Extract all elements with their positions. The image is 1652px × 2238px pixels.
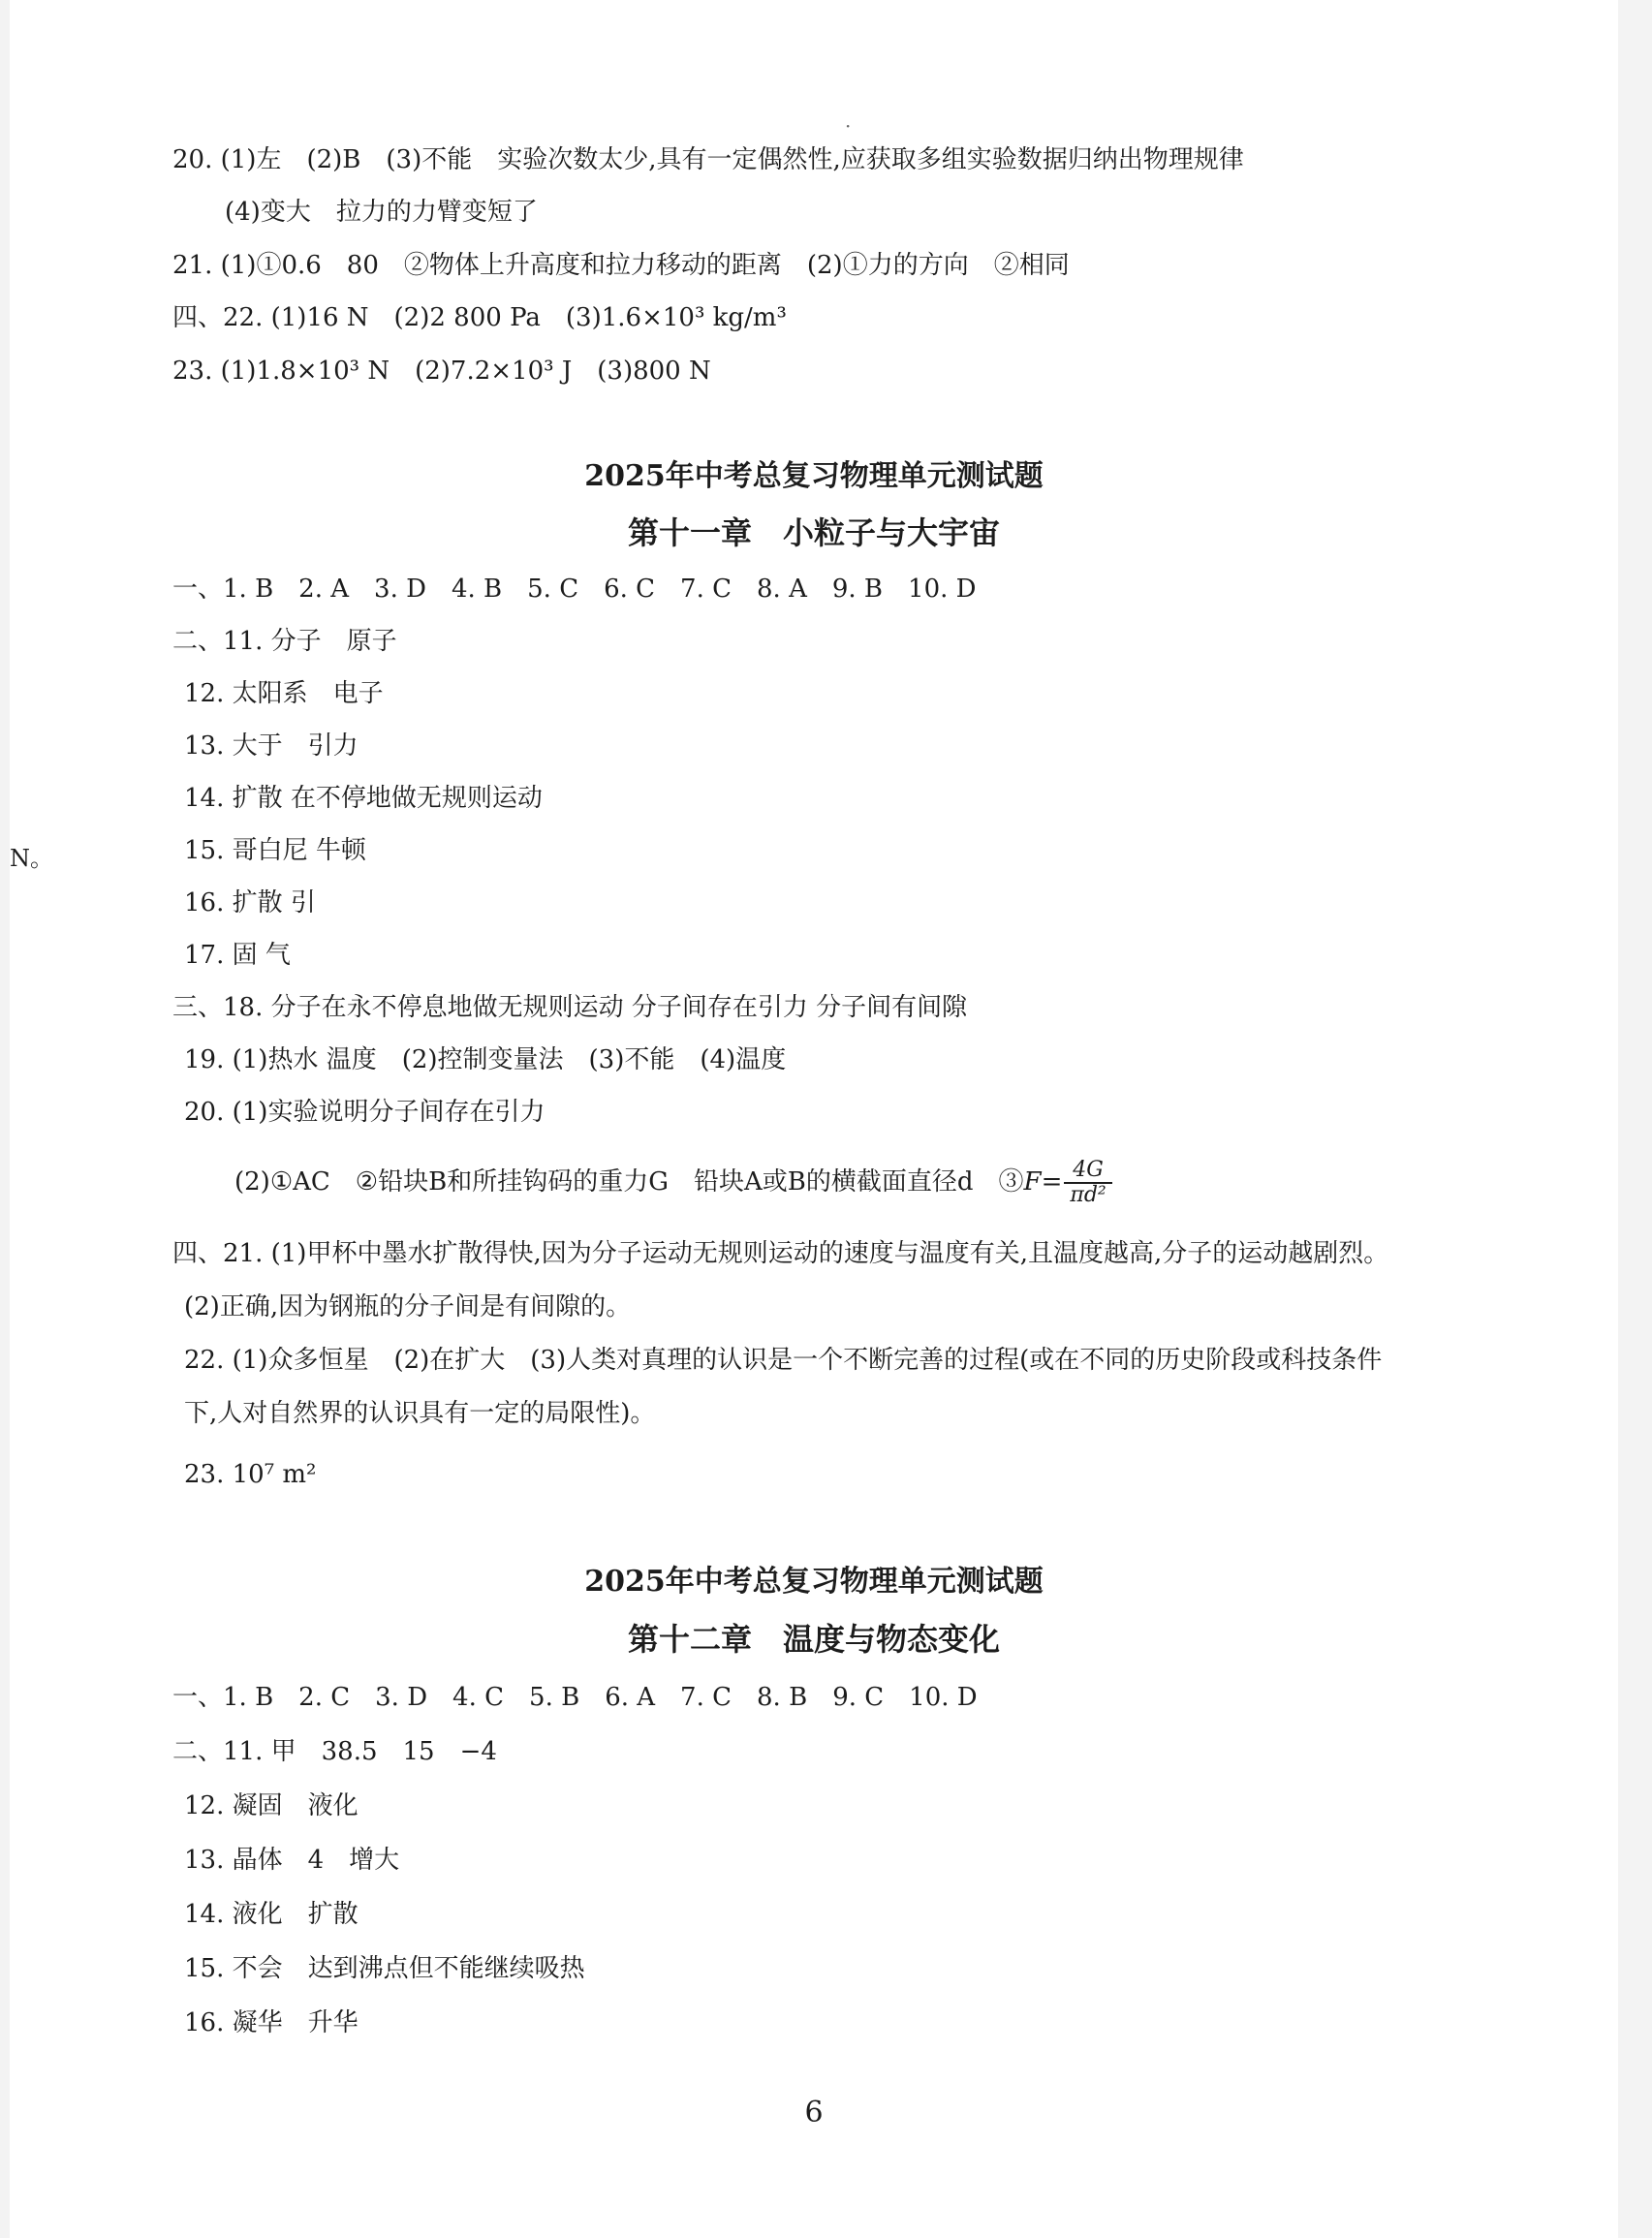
- answer-page: [10, 0, 1618, 2238]
- fraction-denominator: πd²: [1070, 1183, 1107, 1207]
- fraction-numerator: 4G: [1064, 1159, 1111, 1184]
- chapter-title: 第十二章 温度与物态变化: [627, 1621, 1000, 1658]
- answer-line: 23. (1)1.8×10³ N (2)7.2×10³ J (3)800 N: [172, 357, 711, 386]
- answer-line: 12. 太阳系 电子: [184, 679, 384, 708]
- section-title: 2025年中考总复习物理单元测试题: [584, 459, 1044, 493]
- answer-line: 12. 凝固 液化: [184, 1791, 358, 1820]
- answer-line: 23. 10⁷ m²: [184, 1460, 317, 1489]
- answer-line: 四、21. (1)甲杯中墨水扩散得快,因为分子运动无规则运动的速度与温度有关,且温度越高,分子的运动越剧烈。: [172, 1239, 1389, 1268]
- answer-line: (2)正确,因为钢瓶的分子间是有间隙的。: [184, 1292, 632, 1321]
- answer-line: 15. 不会 达到沸点但不能继续吸热: [184, 1954, 585, 1983]
- answer-line: 17. 固 气: [184, 941, 291, 970]
- answer-line: 下,人对自然界的认识具有一定的局限性)。: [184, 1399, 656, 1428]
- page-number: 6: [804, 2096, 824, 2129]
- formula-line-text: (2)①AC ②铅块B和所挂钩码的重力G 铅块A或B的横截面直径d ③: [234, 1167, 1024, 1197]
- answer-line: 16. 凝华 升华: [184, 2008, 358, 2037]
- answer-line: 一、1. B 2. C 3. D 4. C 5. B 6. A 7. C 8. B 9. C 10. D: [172, 1683, 978, 1712]
- section-title: 2025年中考总复习物理单元测试题: [584, 1565, 1044, 1599]
- formula-prefix: F=: [1023, 1167, 1063, 1197]
- answer-line: 20. (1)左 (2)B (3)不能 实验次数太少,具有一定偶然性,应获取多组实验数据归纳出物理规律: [172, 145, 1244, 174]
- answer-line: 16. 扩散 引: [184, 888, 316, 917]
- answer-line: 14. 液化 扩散: [184, 1900, 358, 1929]
- answer-line: 22. (1)众多恒星 (2)在扩大 (3)人类对真理的认识是一个不断完善的过程(或在不同的历史阶段或科技条件: [184, 1346, 1383, 1375]
- answer-line: 15. 哥白尼 牛顿: [184, 836, 366, 865]
- answer-line: (4)变大 拉力的力臂变短了: [225, 198, 538, 227]
- fraction: [1064, 1159, 1111, 1207]
- scan-dot: ·: [845, 114, 852, 138]
- answer-line: 19. (1)热水 温度 (2)控制变量法 (3)不能 (4)温度: [184, 1045, 787, 1074]
- answer-line: 二、11. 分子 原子: [172, 627, 397, 656]
- answer-line: 二、11. 甲 38.5 15 −4: [172, 1737, 497, 1766]
- answer-line: 四、22. (1)16 N (2)2 800 Pa (3)1.6×10³ kg/m³: [172, 303, 787, 332]
- answer-line: 20. (1)实验说明分子间存在引力: [184, 1098, 545, 1127]
- answer-line: 三、18. 分子在永不停息地做无规则运动 分子间存在引力 分子间有间隙: [172, 993, 968, 1022]
- formula-line: [234, 1159, 1112, 1207]
- answer-line: 14. 扩散 在不停地做无规则运动: [184, 784, 543, 813]
- margin-mark: N。: [10, 845, 53, 872]
- answer-line: 21. (1)①0.6 80 ②物体上升高度和拉力移动的距离 (2)①力的方向 ②相同: [172, 251, 1070, 280]
- answer-line: 13. 大于 引力: [184, 731, 358, 761]
- chapter-title: 第十一章 小粒子与大宇宙: [627, 514, 1000, 551]
- answer-line: 13. 晶体 4 增大: [184, 1846, 400, 1875]
- answer-line: 一、1. B 2. A 3. D 4. B 5. C 6. C 7. C 8. A 9. B 10. D: [172, 575, 977, 604]
